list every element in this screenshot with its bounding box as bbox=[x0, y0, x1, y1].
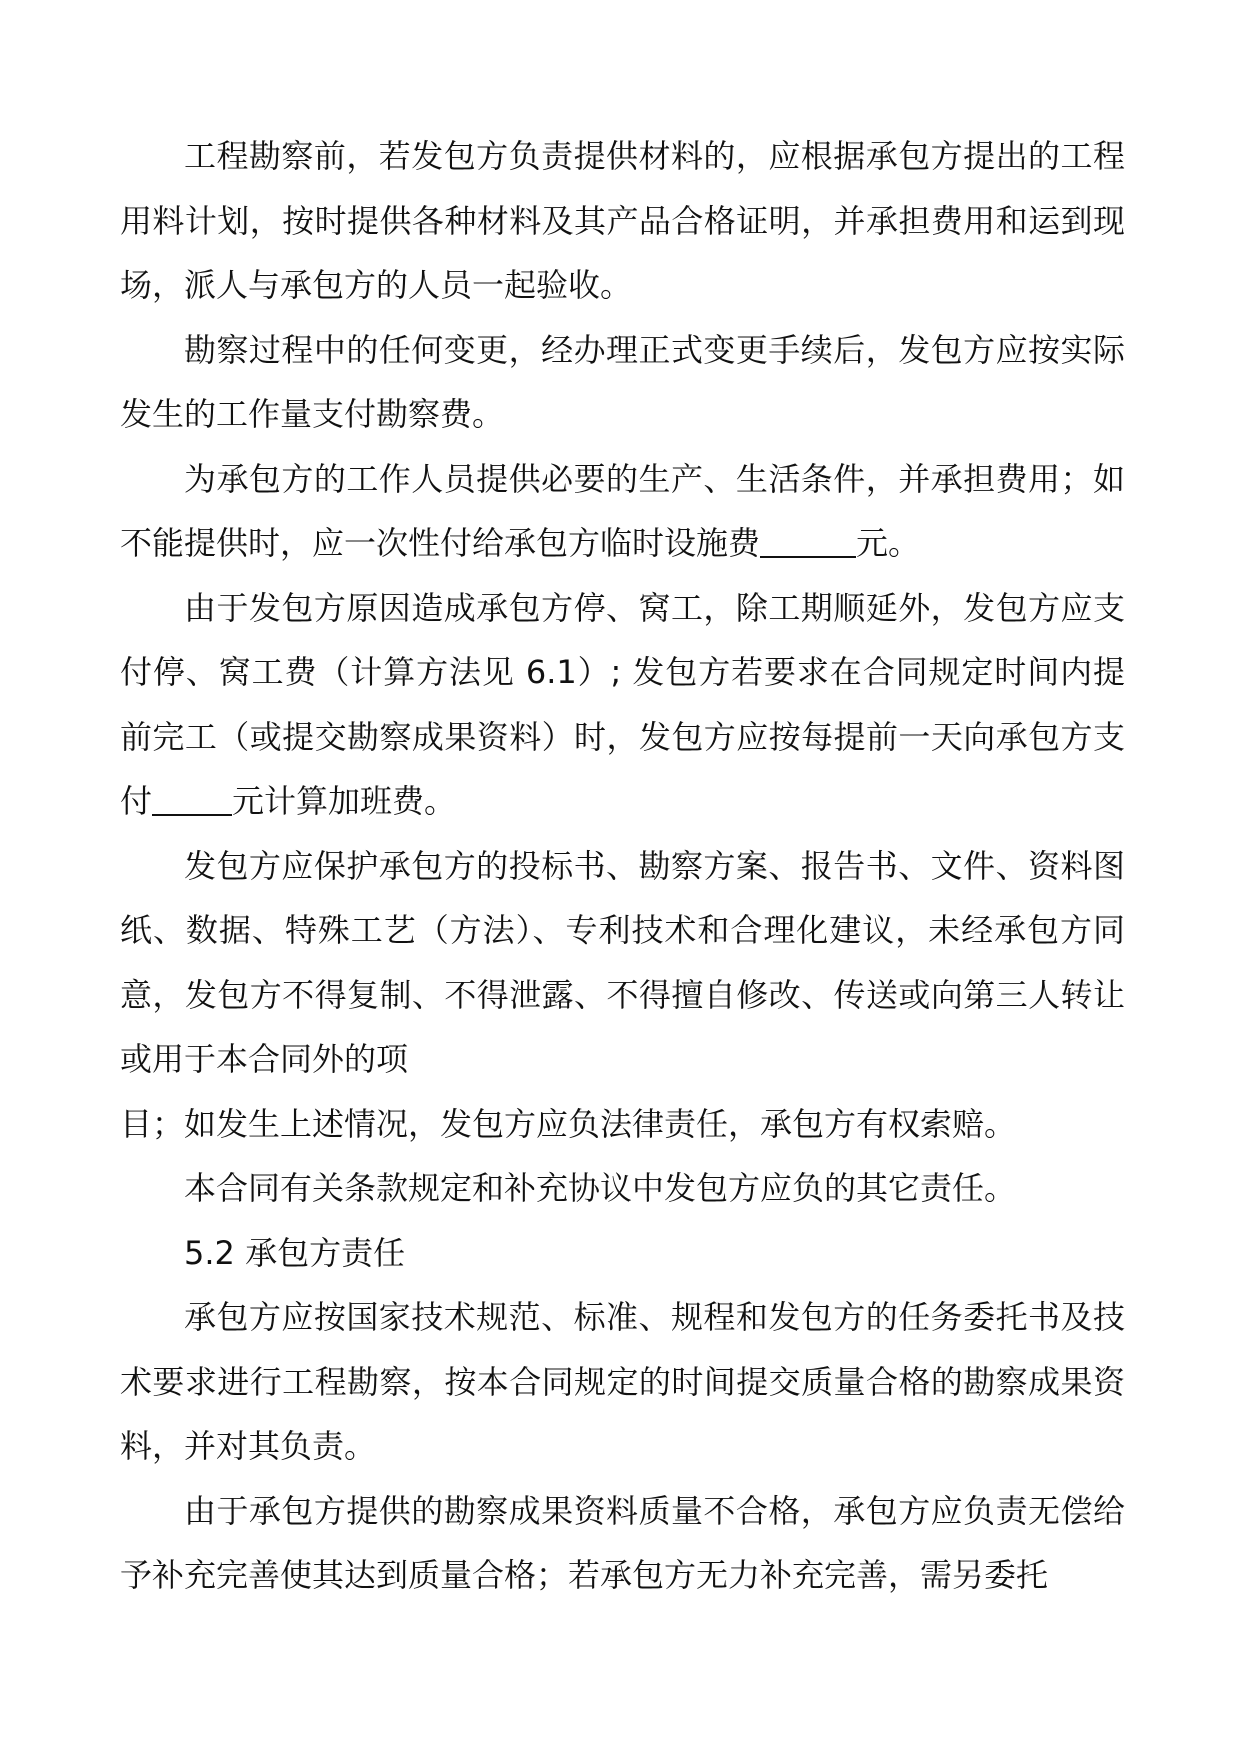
fill-in-blank-overtime-fee bbox=[152, 780, 232, 816]
fill-in-blank-facility-fee bbox=[760, 522, 856, 558]
paragraph-delay-compensation-unit: 元计算加班费。 bbox=[232, 782, 457, 820]
paragraph-other-duties: 本合同有关条款规定和补充协议中发包方应负的其它责任。 bbox=[184, 1169, 1017, 1207]
paragraph-ip-protection: 发包方应保护承包方的投标书、勘察方案、报告书、文件、资料图纸、数据、特殊工艺（方法）、专利技术和合理化建议，未经承包方同意，发包方不得复制、不得泄露、不得擅自修改、传送或向第三人转让或用于本合同外的项 bbox=[120, 846, 1125, 1078]
paragraph-ip-protection-continued: 目；如发生上述情况，发包方应负法律责任，承包方有权索赔。 bbox=[120, 1104, 1017, 1143]
document-body bbox=[120, 124, 1125, 1608]
paragraph-material-supply: 工程勘察前，若发包方负责提供材料的，应根据承包方提出的工程用料计划，按时提供各种材料及其产品合格证明，并承担费用和运到现场，派人与承包方的人员一起验收。 bbox=[120, 137, 1125, 304]
section-heading-contractor-duties: 5.2 承包方责任 bbox=[184, 1233, 406, 1272]
paragraph-delay-compensation-text: 由于发包方原因造成承包方停、窝工，除工期顺延外，发包方应支付停、窝工费（计算方法见 6.1）; 发包方若要求在合同规定时间内提前完工（或提交勘察成果资料）时，发包方应按每提前一天向承包方支付 bbox=[120, 588, 1125, 820]
paragraph-survey-standards: 承包方应按国家技术规范、标准、规程和发包方的任务委托书及技术要求进行工程勘察，按本合同规定的时间提交质量合格的勘察成果资料，并对其负责。 bbox=[120, 1298, 1125, 1465]
paragraph-delay-compensation bbox=[120, 576, 1125, 834]
paragraph-change-fee: 勘察过程中的任何变更，经办理正式变更手续后，发包方应按实际发生的工作量支付勘察费。 bbox=[120, 330, 1125, 433]
paragraph-living-conditions bbox=[120, 447, 1125, 576]
paragraph-living-conditions-unit: 元。 bbox=[856, 524, 921, 562]
paragraph-quality-remedy: 由于承包方提供的勘察成果资料质量不合格，承包方应负责无偿给予补充完善使其达到质量合格；若承包方无力补充完善，需另委托 bbox=[120, 1491, 1125, 1594]
paragraph-living-conditions-text: 为承包方的工作人员提供必要的生产、生活条件，并承担费用；如不能提供时，应一次性付给承包方临时设施费 bbox=[120, 459, 1125, 562]
